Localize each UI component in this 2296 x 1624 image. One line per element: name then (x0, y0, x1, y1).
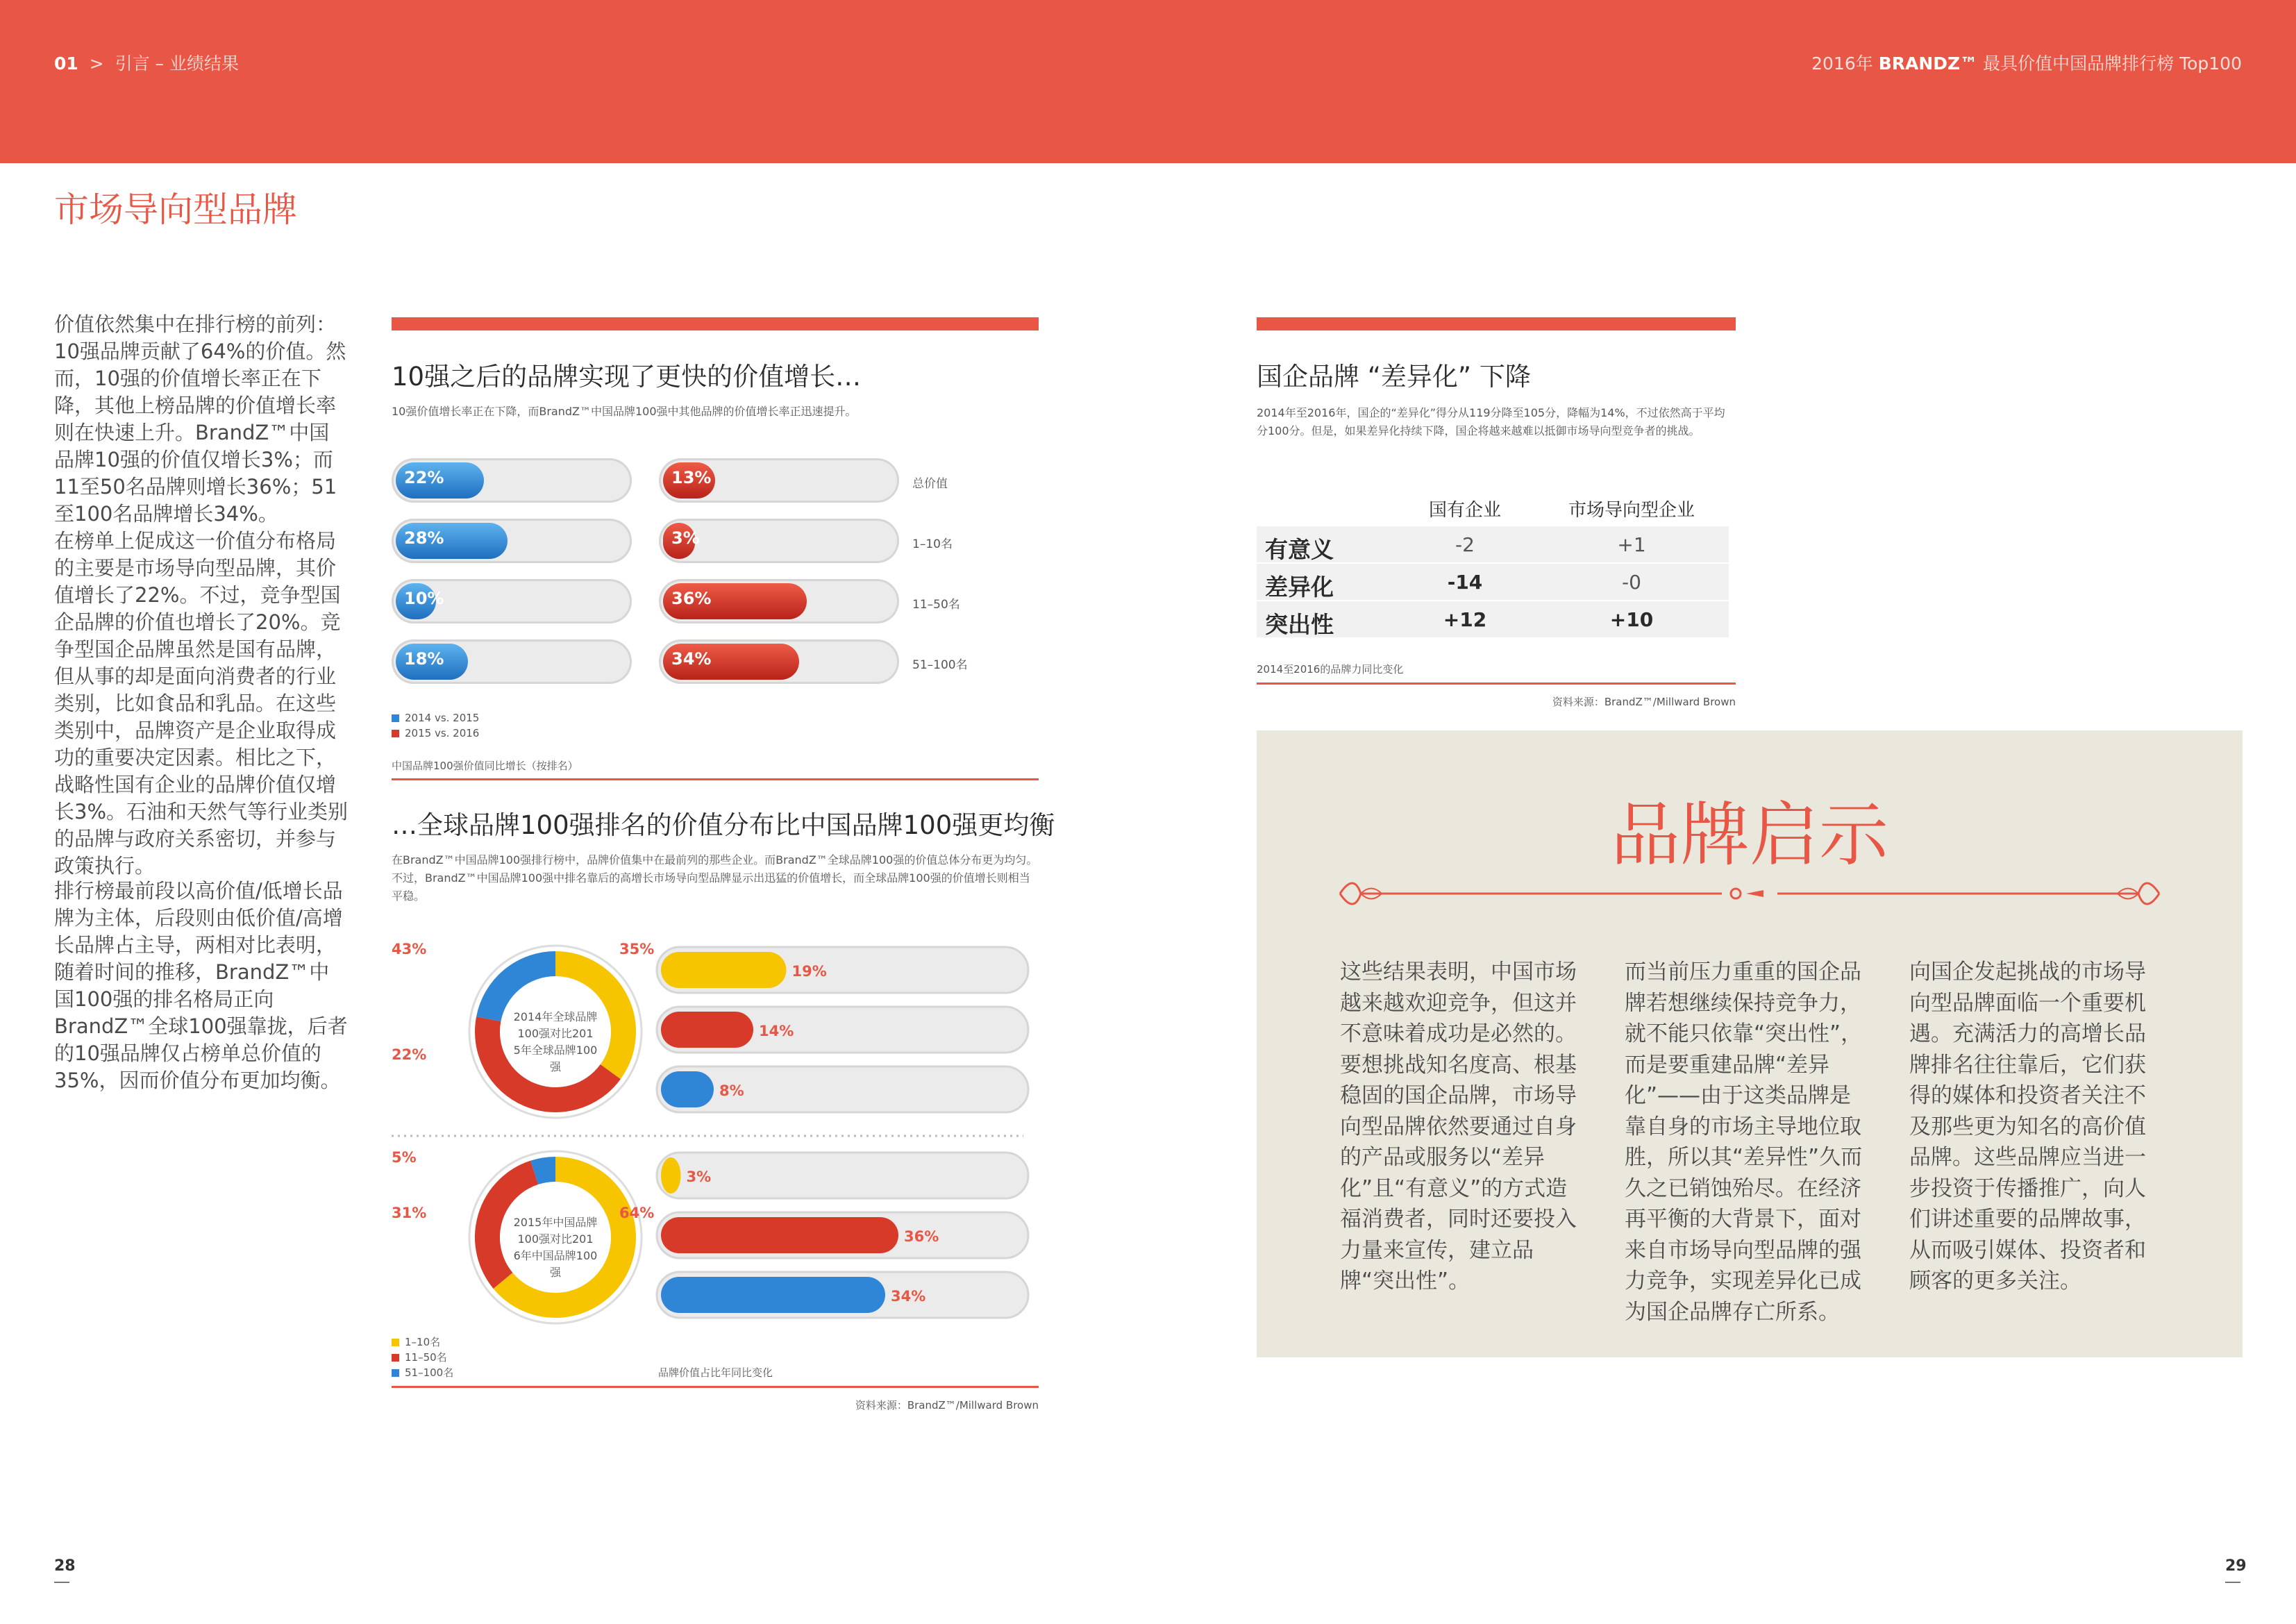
growth-row-label: 11–50名 (912, 598, 960, 612)
donut-china-pct: 64% (619, 1205, 655, 1221)
cell-value: +10 (1609, 608, 1654, 631)
bar-china-bar (661, 1277, 885, 1313)
soe-table-title: 国企品牌 “差异化” 下降 (1257, 362, 1531, 392)
distribution-chart (392, 923, 1044, 1382)
breadcrumb (54, 50, 239, 75)
growth-bar-label: 3% (671, 528, 700, 548)
donut-china-segment (535, 1169, 555, 1173)
distribution-chart-subtitle: 在BrandZ™中国品牌100强排行榜中，品牌价值集中在最前列的那些企业。而BrandZ™全球品牌100强的价值总体分布更为均匀。不过，BrandZ™中国品牌100强中排名靠后的高增长市场导向型品牌显示出迅猛的价值增长，而全球品牌100强的价值增长则相当平稳。 (392, 853, 1038, 903)
page-number-left: 28 (54, 1557, 76, 1575)
divider (392, 778, 1039, 780)
growth-bar-label: 28% (404, 528, 444, 548)
bar-global-label: 8% (719, 1082, 744, 1099)
page-title: 市场导向型品牌 (54, 190, 297, 230)
header-band (0, 0, 2296, 163)
donut-global-pct: 43% (392, 941, 427, 957)
breadcrumb-separator: > (89, 53, 104, 74)
distribution-chart-title: …全球品牌100强排名的价值分布比中国品牌100强更均衡 (392, 810, 1055, 840)
row-label: 有意义 (1265, 536, 1334, 563)
report-year: 2016年 (1811, 53, 1873, 74)
body-paragraph-2: 在榜单上促成这一价值分布格局的主要是市场导向型品牌，其价值增长了22%。不过，竞争型国企品牌的价值也增长了20%。竞争型国企品牌虽然是国有品牌，但从事的却是面向消费者的行业类别，比如食品和乳品。在这些类别中，品牌资产是企业取得成功的重要决定因素。相比之下，战略性国有企业的品牌价值仅增长3%。石油和天然气等行业类别的品牌与政府关系密切，并参与政策执行。 (54, 529, 349, 878)
donut-global-pct: 22% (392, 1046, 427, 1063)
cell-value: +12 (1443, 608, 1487, 631)
growth-pill-track (659, 458, 899, 503)
soe-table (1257, 493, 1736, 646)
growth-chart-title: 10强之后的品牌实现了更快的价值增长… (392, 362, 862, 392)
legend-item (392, 727, 479, 739)
bar-china-label: 36% (904, 1228, 939, 1245)
donut-global-center-text: 强 (549, 1060, 562, 1073)
donut-china-pct: 5% (392, 1149, 417, 1166)
legend-item (392, 1365, 453, 1380)
page-number-underline (54, 1582, 69, 1583)
bar-global-label: 14% (759, 1023, 794, 1039)
donut-china-center-text: 100强对比201 (517, 1232, 594, 1246)
table-row (1257, 601, 1729, 637)
cell-value: -2 (1455, 533, 1475, 556)
donut-global-pct: 35% (619, 941, 655, 957)
legend-swatch-red (392, 1354, 399, 1362)
donut-china-pct: 31% (392, 1205, 427, 1221)
bar-global-bar (661, 1071, 714, 1107)
growth-bar-label: 10% (404, 589, 444, 608)
legend-label: 1–10名 (405, 1336, 441, 1348)
chart-top-bar (392, 317, 1039, 330)
body-paragraph-1: 价值依然集中在排行榜的前列：10强品牌贡献了64%的价值。然而，10强的价值增长率正在下降，其他上榜品牌的价值增长率则在快速上升。BrandZ™中国品牌10强的价值仅增长3%；而11至50名品牌则增长36%；51至100名品牌增长34%。 (54, 312, 346, 526)
donut-china-center-text: 强 (549, 1266, 562, 1279)
cell-value: +1 (1617, 533, 1646, 556)
page-number-underline (2225, 1582, 2240, 1583)
insight-box (1257, 730, 2243, 1357)
column-header: 国有企业 (1428, 500, 1501, 521)
growth-bar-label: 18% (404, 649, 444, 669)
donut-china-center-text: 6年中国品牌100 (513, 1249, 598, 1262)
growth-bar-label: 22% (404, 468, 444, 487)
donut-global-center-text: 5年全球品牌100 (513, 1044, 598, 1057)
bar-china-label: 3% (686, 1169, 712, 1185)
donut-global-center-text: 100强对比201 (517, 1027, 594, 1040)
growth-bar-label: 13% (671, 468, 712, 487)
growth-bar-label: 36% (671, 589, 712, 608)
legend-label: 11–50名 (405, 1351, 447, 1364)
growth-row-label: 总价值 (912, 477, 948, 491)
table-row (1257, 564, 1729, 600)
legend-item (392, 1334, 440, 1349)
legend-item (392, 712, 479, 724)
report-title-text: 最具价值中国品牌排行榜 Top100 (1983, 53, 2242, 74)
bar-global-bar (661, 1012, 753, 1048)
legend-label: 51–100名 (405, 1366, 454, 1379)
brandz-logo: BRANDZ™ (1878, 53, 1978, 74)
legend-label: 2014 vs. 2015 (405, 712, 480, 724)
bar-china-bar (661, 1157, 681, 1194)
legend-swatch-blue (392, 1369, 399, 1377)
cell-value: -0 (1622, 571, 1641, 594)
legend-label: 2015 vs. 2016 (405, 727, 480, 739)
growth-pill-track (392, 458, 632, 503)
legend-swatch-red (392, 730, 399, 737)
growth-pill-track (659, 579, 899, 623)
body-paragraph-3: 排行榜最前段以高价值/低增长品牌为主体，后段则由低价值/高增长品牌占主导，两相对比表明，随着时间的推移，BrandZ™中国100强的排名格局正向BrandZ™全球100强靠拢，后者的10强品牌仅占榜单总价值的35%，因而价值分布更加均衡。 (54, 879, 348, 1092)
section-number: 01 (54, 53, 78, 74)
bar-caption: 品牌价值占比年同比变化 (658, 1366, 773, 1379)
legend-item (392, 1350, 447, 1364)
growth-bar-label: 34% (671, 649, 712, 669)
growth-pill-track (659, 519, 899, 563)
insight-title: 品牌启示 (1611, 794, 1888, 876)
insight-column-3: 向国企发起挑战的市场导向型品牌面临一个重要机遇。充满活力的高增长品牌排名往往靠后，它们获得的媒体和投资者关注不及那些更为知名的高价值品牌。这些品牌应当进一步投资于传播推广，向人们讲述重要的品牌故事，从而吸引媒体、投资者和顾客的更多关注。 (1909, 960, 2146, 1294)
growth-chart-subtitle: 10强价值增长率正在下降，而BrandZ™中国品牌100强中其他品牌的价值增长率正迅速提升。 (392, 405, 857, 418)
cell-value: -14 (1447, 571, 1483, 594)
divider (392, 1386, 1039, 1388)
bar-china-bar (661, 1217, 898, 1253)
row-label: 差异化 (1265, 574, 1334, 601)
chart-top-bar (1257, 317, 1736, 330)
row-label: 突出性 (1265, 611, 1334, 638)
insight-column-1: 这些结果表明，中国市场越来越欢迎竞争，但这并不意味着成功是必然的。要想挑战知名度高、根基稳固的国企品牌，市场导向型品牌依然要通过自身的产品或服务以“差异化”且“有意义”的方式造福消费者，同时还要投入力量来宣传，建立品牌“突出性”。 (1340, 960, 1577, 1294)
soe-table-subtitle: 2014年至2016年，国企的“差异化”得分从119分降至105分，降幅为14%，不过依然高于平均分100分。但是，如果差异化持续下降，国企将越来越难以抵御市场导向型竞争者的挑战。 (1257, 406, 1725, 437)
bar-china-label: 34% (891, 1288, 926, 1305)
bar-global-bar (661, 952, 787, 988)
source-note: 资料来源：BrandZ™/Millward Brown (855, 1399, 1039, 1412)
bar-china-track (657, 1153, 1028, 1198)
column-header: 市场导向型企业 (1568, 500, 1695, 521)
divider (1257, 683, 1736, 685)
growth-pill-track (392, 639, 632, 684)
growth-chart (392, 458, 1039, 701)
growth-row-label: 1–10名 (912, 537, 953, 551)
ornament-divider (1333, 869, 2166, 918)
donut-global-center-text: 2014年全球品牌 (513, 1010, 598, 1023)
growth-row-label: 51–100名 (912, 658, 968, 672)
growth-pill-track (659, 639, 899, 684)
growth-pill-track (392, 519, 632, 563)
legend-swatch-yellow (392, 1339, 399, 1346)
report-title (1811, 50, 2242, 75)
donut-china-center-text: 2015年中国品牌 (513, 1216, 598, 1229)
table-row (1257, 526, 1729, 562)
legend-swatch-blue (392, 714, 399, 722)
insight-column-2: 而当前压力重重的国企品牌若想继续保持竞争力，就不能只依靠“突出性”，而是要重建品牌“差异化”——由于这类品牌是靠自身的市场主导地位取胜，所以其“差异性”久而久之已销蚀殆尽。在经济再平衡的大背景下，面对来自市场导向型品牌的强力竞争，实现差异化已成为国企品牌存亡所系。 (1625, 960, 1863, 1325)
source-note: 资料来源：BrandZ™/Millward Brown (1552, 696, 1736, 708)
growth-chart-caption: 中国品牌100强价值同比增长（按排名） (392, 760, 578, 772)
page-number-right: 29 (2225, 1557, 2247, 1575)
bar-global-label: 19% (791, 963, 827, 980)
breadcrumb-text: 引言 – 业绩结果 (115, 53, 239, 74)
soe-table-caption: 2014至2016的品牌力同比变化 (1257, 663, 1404, 676)
growth-pill-track (392, 579, 632, 623)
